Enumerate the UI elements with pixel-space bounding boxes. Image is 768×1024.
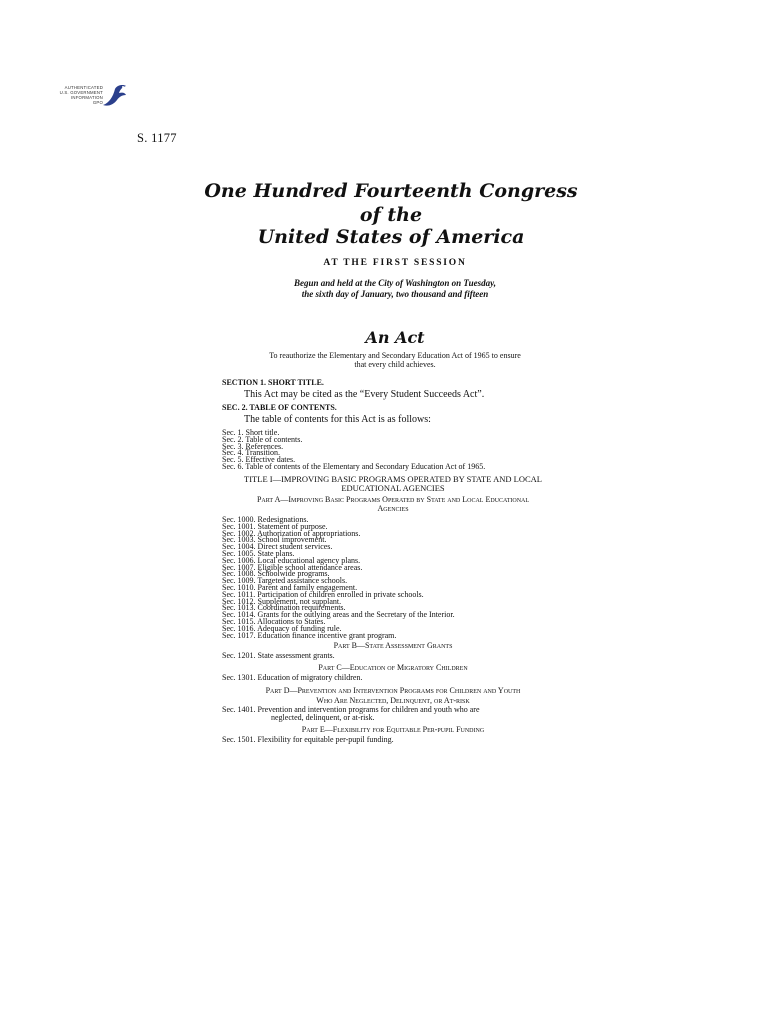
toc-item: Sec. 1. Short title.: [222, 428, 280, 437]
part-d-heading-line-2: Who Are Neglected, Delinquent, or At-risk: [316, 696, 470, 705]
toc-part-a-list: [222, 517, 564, 639]
part-c-heading: Part C—Education of Migratory Children: [318, 663, 468, 672]
logo-text: [55, 85, 103, 105]
toc-item: Sec. 1013. Coordination requirements.: [222, 603, 346, 613]
section-2-heading: SEC. 2. TABLE OF CONTENTS.: [222, 403, 337, 412]
begun-line-2: the sixth day of January, two thousand and fifteen: [301, 289, 489, 299]
begun-line-1: Begun and held at the City of Washington on Tuesday,: [293, 278, 497, 288]
toc-item: Sec. 1501. Flexibility for equitable per-pupil funding.: [222, 735, 394, 744]
toc-item: Sec. 1301. Education of migratory children.: [222, 673, 363, 682]
logo-line-1: AUTHENTICATED: [64, 85, 103, 90]
toc-item: Sec. 1006. Local educational agency plans.: [222, 555, 361, 565]
toc-item: Sec. 1009. Targeted assistance schools.: [222, 576, 348, 586]
toc-item: Sec. 2. Table of contents.: [222, 434, 303, 444]
logo-line-2: U.S. GOVERNMENT: [59, 90, 103, 95]
act-heading: An Act: [365, 328, 425, 347]
toc-item: Sec. 1011. Participation of children enrolled in private schools.: [222, 589, 424, 599]
toc-part-e-list: [222, 737, 564, 744]
session-heading: AT THE FIRST SESSION: [323, 258, 467, 268]
congress-title-line-1: One Hundred Fourteenth Congress: [204, 180, 578, 202]
toc-item: Sec. 3. References.: [222, 441, 284, 451]
purpose-line-2: that every child achieves.: [354, 360, 436, 369]
toc-item: Sec. 1000. Redesignations.: [222, 515, 309, 524]
section-2-text: The table of contents for this Act is as follows:: [244, 414, 431, 425]
toc-item: Sec. 1010. Parent and family engagement.: [222, 582, 358, 592]
part-a-heading-line-1: Part A—Improving Basic Programs Operated by State and Local Educational: [256, 495, 530, 504]
logo-line-3: INFORMATION: [71, 95, 103, 100]
title-1-heading-line-1: TITLE I—IMPROVING BASIC PROGRAMS OPERATED BY STATE AND LOCAL: [244, 474, 542, 484]
part-d-heading-line-1: Part D—Prevention and Intervention Programs for Children and Youth: [265, 686, 521, 695]
congress-title-line-3: United States of America: [257, 226, 525, 248]
toc-item: Sec. 1004. Direct student services.: [222, 542, 333, 552]
toc-item: Sec. 1012. Supplement, not supplant.: [222, 596, 342, 606]
toc-item: Sec. 1003. School improvement.: [222, 535, 327, 545]
toc-general-list: [222, 430, 564, 471]
part-b-heading: Part B—State Assessment Grants: [333, 641, 453, 650]
toc-item: Sec. 6. Table of contents of the Elementary and Secondary Education Act of 1965.: [222, 461, 486, 471]
toc-item: Sec. 1007. Eligible school attendance areas.: [222, 562, 363, 572]
title-1-heading-line-2: EDUCATIONAL AGENCIES: [341, 483, 445, 493]
toc-part-b-list: [222, 653, 564, 660]
toc-item: Sec. 1015. Allocations to States.: [222, 616, 326, 626]
toc-item: Sec. 1002. Authorization of appropriations.: [222, 528, 361, 538]
toc-part-d-continuation: [222, 715, 564, 722]
toc-item: Sec. 1008. Schoolwide programs.: [222, 569, 330, 579]
toc-item: Sec. 1401. Prevention and intervention programs for children and youth who are: [222, 705, 480, 714]
purpose-line-1: To reauthorize the Elementary and Secondary Education Act of 1965 to ensure: [269, 351, 521, 360]
toc-item: Sec. 4. Transition.: [222, 448, 281, 458]
logo-line-4: GPO: [92, 100, 103, 105]
bill-number: S. 1177: [137, 131, 177, 145]
toc-item: Sec. 1017. Education finance incentive grant program.: [222, 630, 397, 640]
toc-item: Sec. 1005. State plans.: [222, 548, 295, 558]
toc-item: Sec. 1014. Grants for the outlying areas and the Secretary of the Interior.: [222, 610, 455, 620]
congress-title-line-2: of the: [359, 204, 423, 226]
section-1-text: This Act may be cited as the “Every Student Succeeds Act”.: [244, 389, 485, 400]
toc-item: Sec. 5. Effective dates.: [222, 455, 296, 465]
toc-item: Sec. 1201. State assessment grants.: [222, 651, 335, 660]
toc-item-continuation: neglected, delinquent, or at-risk.: [271, 713, 375, 722]
eagle-icon: [99, 83, 129, 113]
toc-part-c-list: [222, 675, 564, 682]
gpo-authentication-logo: [55, 83, 130, 113]
part-e-heading: Part E—Flexibility for Equitable Per-pupil Funding: [301, 725, 485, 734]
section-1-heading: SECTION 1. SHORT TITLE.: [222, 378, 324, 387]
toc-item: Sec. 1016. Adequacy of funding rule.: [222, 623, 342, 633]
part-a-heading-line-2: Agencies: [377, 504, 409, 513]
toc-item: Sec. 1001. Statement of purpose.: [222, 521, 328, 531]
